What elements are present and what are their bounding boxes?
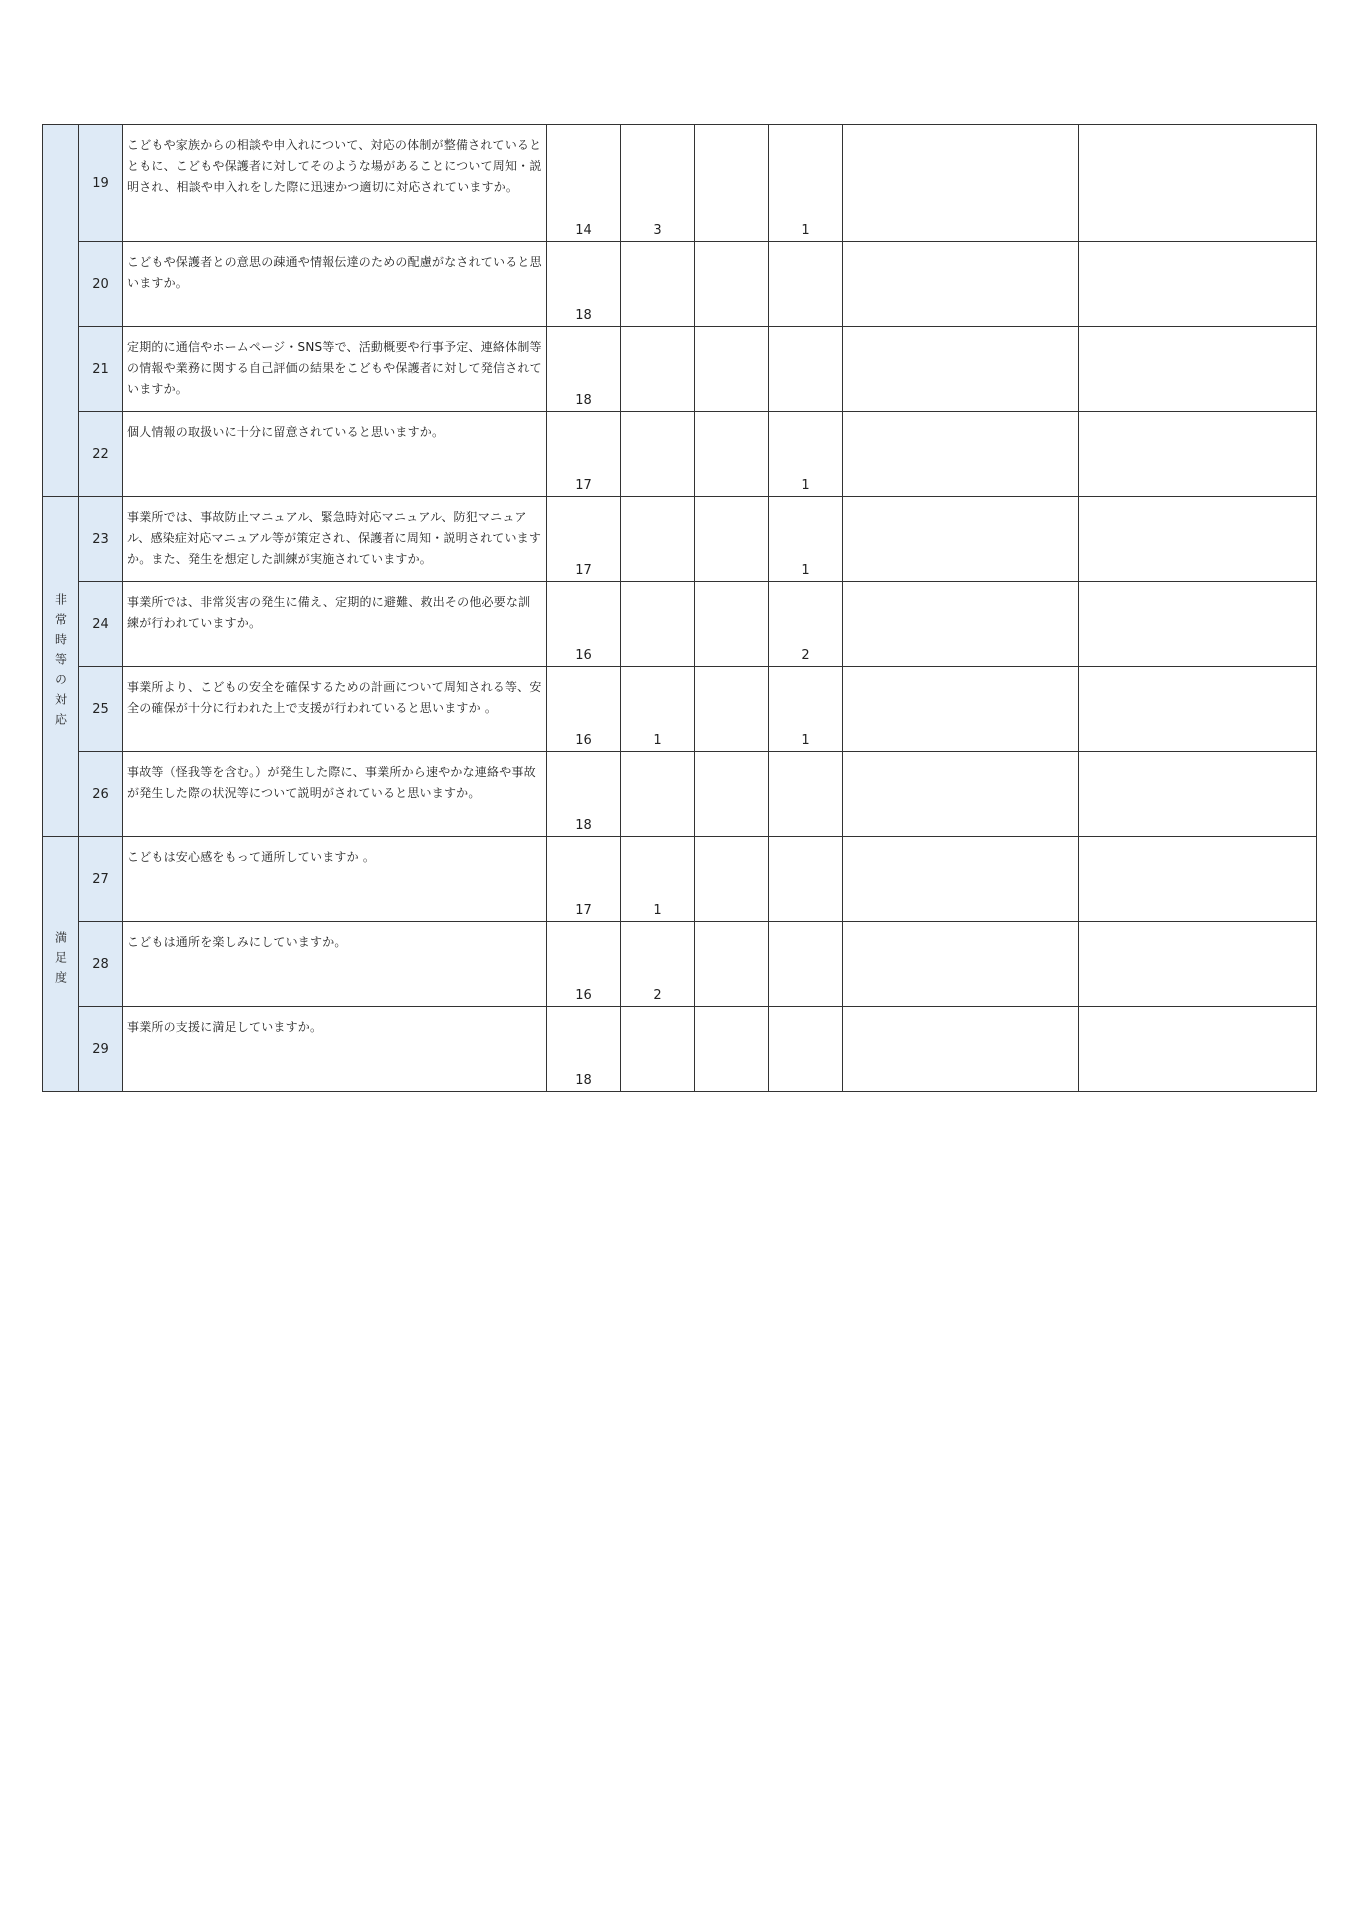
count-no <box>695 667 769 752</box>
response-cell <box>1079 497 1317 582</box>
table-row <box>43 667 1317 752</box>
comment-cell <box>843 667 1079 752</box>
item-number: 20 <box>79 242 123 327</box>
item-number: 29 <box>79 1007 123 1092</box>
count-no <box>695 922 769 1007</box>
question-text: こどもは通所を楽しみにしていますか。 <box>123 922 547 1007</box>
question-text: 定期的に通信やホームページ・SNS等で、活動概要や行事予定、連絡体制等の情報や業務に関する自己評価の結果をこどもや保護者に対して発信されていますか。 <box>123 327 547 412</box>
count-neutral <box>621 497 695 582</box>
table-row <box>43 242 1317 327</box>
question-text: 事業所より、こどもの安全を確保するための計画について周知される等、安全の確保が十分に行われた上で支援が行われていると思いますか 。 <box>123 667 547 752</box>
item-number: 23 <box>79 497 123 582</box>
count-no <box>695 242 769 327</box>
count-yes: 18 <box>547 327 621 412</box>
response-cell <box>1079 1007 1317 1092</box>
count-yes: 18 <box>547 242 621 327</box>
count-neutral: 3 <box>621 125 695 242</box>
item-number: 25 <box>79 667 123 752</box>
response-cell <box>1079 667 1317 752</box>
comment-cell <box>843 837 1079 922</box>
question-text: こどもや家族からの相談や申入れについて、対応の体制が整備されているとともに、こどもや保護者に対してそのような場があることについて周知・説明され、相談や申入れをした際に迅速かつ適切に対応されていますか。 <box>123 125 547 242</box>
count-neutral <box>621 1007 695 1092</box>
count-unknown <box>769 327 843 412</box>
count-unknown <box>769 1007 843 1092</box>
comment-cell <box>843 1007 1079 1092</box>
count-unknown: 1 <box>769 412 843 497</box>
item-number: 28 <box>79 922 123 1007</box>
count-no <box>695 752 769 837</box>
count-no <box>695 582 769 667</box>
table-row <box>43 582 1317 667</box>
question-text: こどもは安心感をもって通所していますか 。 <box>123 837 547 922</box>
table-row <box>43 125 1317 242</box>
count-yes: 17 <box>547 837 621 922</box>
item-number: 19 <box>79 125 123 242</box>
count-no <box>695 1007 769 1092</box>
count-unknown: 1 <box>769 667 843 752</box>
question-text: こどもや保護者との意思の疎通や情報伝達のための配慮がなされていると思いますか。 <box>123 242 547 327</box>
response-cell <box>1079 125 1317 242</box>
response-cell <box>1079 327 1317 412</box>
count-unknown <box>769 837 843 922</box>
comment-cell <box>843 242 1079 327</box>
count-no <box>695 327 769 412</box>
count-no <box>695 497 769 582</box>
response-cell <box>1079 582 1317 667</box>
count-unknown <box>769 922 843 1007</box>
item-number: 26 <box>79 752 123 837</box>
count-neutral <box>621 412 695 497</box>
count-neutral: 2 <box>621 922 695 1007</box>
count-unknown: 1 <box>769 497 843 582</box>
response-cell <box>1079 752 1317 837</box>
table-row <box>43 497 1317 582</box>
count-neutral <box>621 327 695 412</box>
table-row <box>43 922 1317 1007</box>
category-cell-emergency <box>43 497 79 837</box>
comment-cell <box>843 752 1079 837</box>
category-cell-support <box>43 125 79 497</box>
question-text: 事業所の支援に満足していますか。 <box>123 1007 547 1092</box>
question-text: 事業所では、事故防止マニュアル、緊急時対応マニュアル、防犯マニュアル、感染症対応マニュアル等が策定され、保護者に周知・説明されていますか。また、発生を想定した訓練が実施されていますか。 <box>123 497 547 582</box>
response-cell <box>1079 242 1317 327</box>
count-unknown: 2 <box>769 582 843 667</box>
survey-table <box>42 124 1317 1092</box>
response-cell <box>1079 412 1317 497</box>
count-neutral <box>621 242 695 327</box>
comment-cell <box>843 125 1079 242</box>
category-label: 非常時等の対応 <box>53 593 68 733</box>
count-yes: 17 <box>547 497 621 582</box>
comment-cell <box>843 497 1079 582</box>
count-yes: 17 <box>547 412 621 497</box>
question-text: 個人情報の取扱いに十分に留意されていると思いますか。 <box>123 412 547 497</box>
item-number: 27 <box>79 837 123 922</box>
count-yes: 18 <box>547 752 621 837</box>
count-no <box>695 125 769 242</box>
category-label: 満足度 <box>53 930 68 991</box>
response-cell <box>1079 837 1317 922</box>
item-number: 21 <box>79 327 123 412</box>
count-yes: 18 <box>547 1007 621 1092</box>
item-number: 22 <box>79 412 123 497</box>
count-neutral: 1 <box>621 837 695 922</box>
count-unknown <box>769 242 843 327</box>
comment-cell <box>843 922 1079 1007</box>
question-text: 事故等（怪我等を含む。）が発生した際に、事業所から速やかな連絡や事故が発生した際の状況等について説明がされていると思いますか。 <box>123 752 547 837</box>
table-row <box>43 752 1317 837</box>
table-row <box>43 327 1317 412</box>
table-row <box>43 1007 1317 1092</box>
comment-cell <box>843 412 1079 497</box>
count-neutral: 1 <box>621 667 695 752</box>
table-row <box>43 412 1317 497</box>
count-no <box>695 837 769 922</box>
count-unknown <box>769 752 843 837</box>
count-neutral <box>621 582 695 667</box>
count-unknown: 1 <box>769 125 843 242</box>
comment-cell <box>843 582 1079 667</box>
count-yes: 16 <box>547 582 621 667</box>
count-no <box>695 412 769 497</box>
response-cell <box>1079 922 1317 1007</box>
count-yes: 14 <box>547 125 621 242</box>
category-cell-satisfaction <box>43 837 79 1092</box>
count-neutral <box>621 752 695 837</box>
count-yes: 16 <box>547 922 621 1007</box>
table-row <box>43 837 1317 922</box>
question-text: 事業所では、非常災害の発生に備え、定期的に避難、救出その他必要な訓練が行われていますか。 <box>123 582 547 667</box>
comment-cell <box>843 327 1079 412</box>
count-yes: 16 <box>547 667 621 752</box>
item-number: 24 <box>79 582 123 667</box>
